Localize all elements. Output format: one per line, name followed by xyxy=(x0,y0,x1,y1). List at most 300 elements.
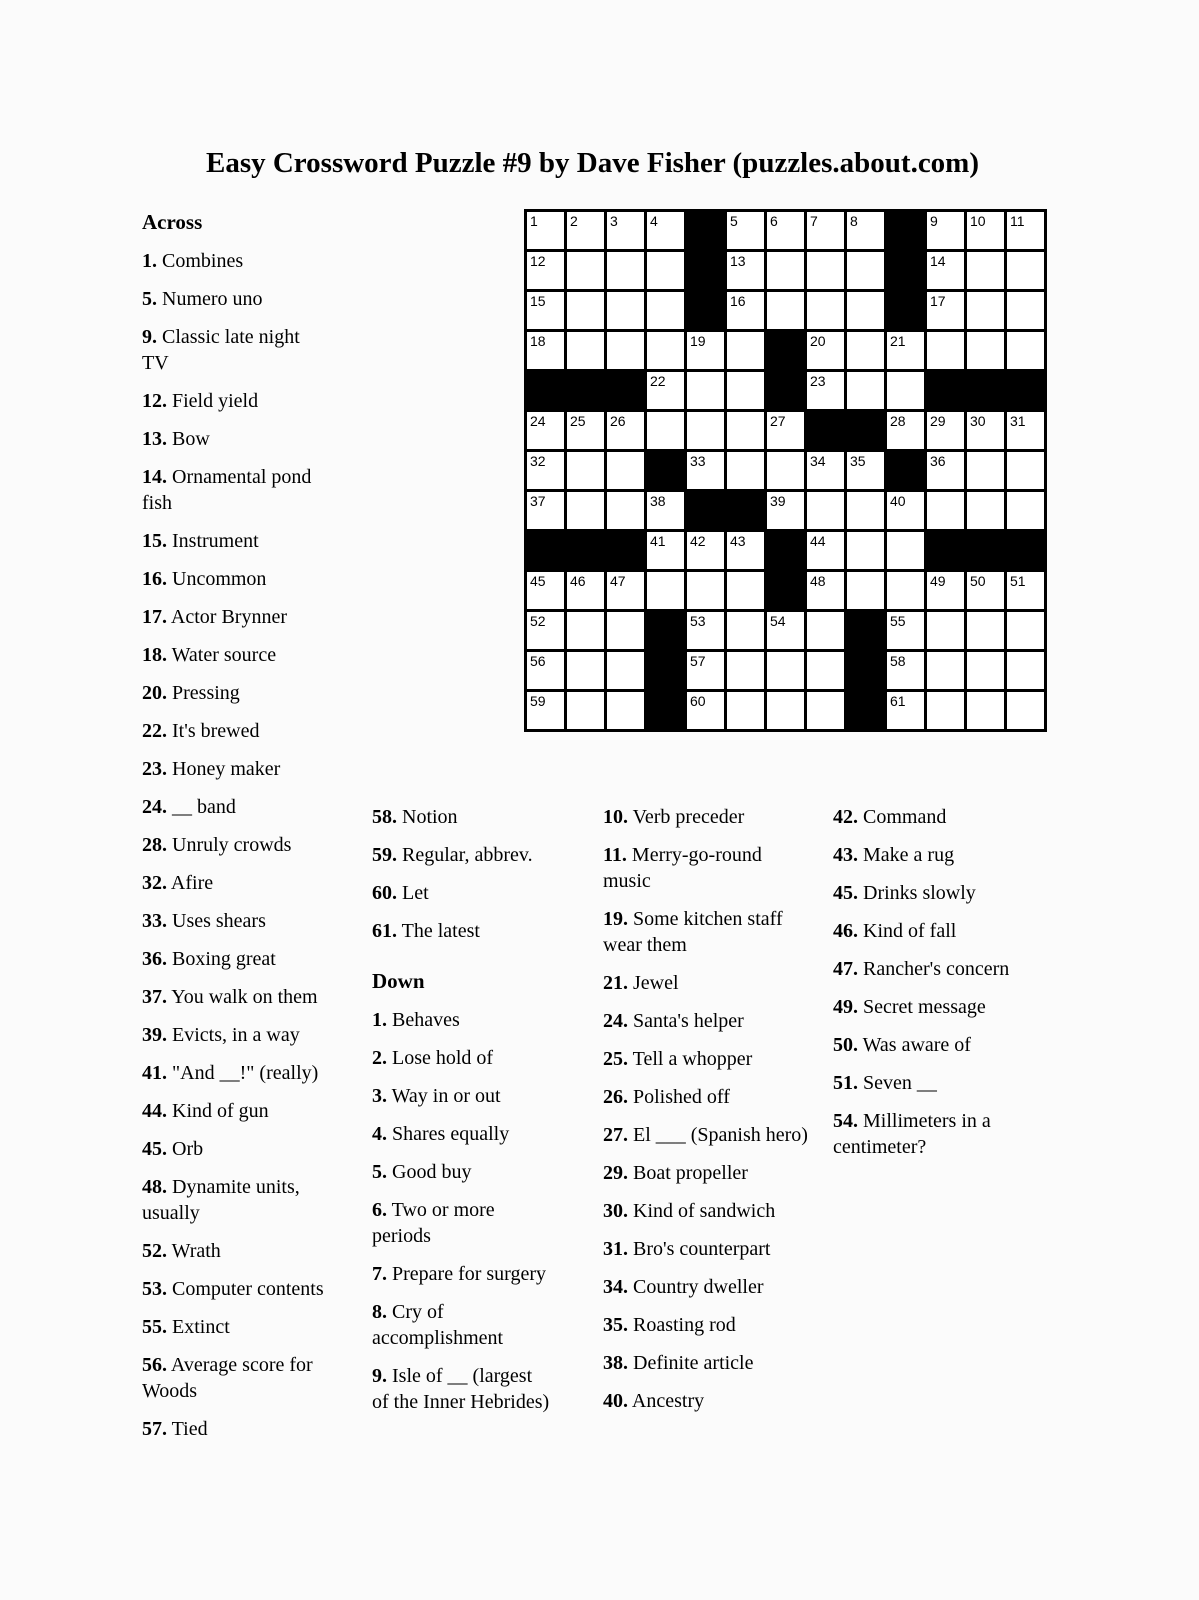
grid-cell-r2c6[interactable] xyxy=(726,251,766,291)
grid-cell-r8c8[interactable] xyxy=(806,491,846,531)
grid-cell-r8c10[interactable] xyxy=(886,491,926,531)
grid-cell-r1c11[interactable] xyxy=(926,211,966,251)
clue-column-2 xyxy=(372,804,552,1427)
grid-cell-number: 25 xyxy=(570,413,586,429)
clue-text: Roasting rod xyxy=(633,1314,736,1336)
clue-text: Was aware of xyxy=(862,1034,971,1056)
grid-cell-r5c9[interactable] xyxy=(846,371,886,411)
grid-cell-r1c4[interactable] xyxy=(646,211,686,251)
grid-cell-r10c5[interactable] xyxy=(686,571,726,611)
clue-number: 29. xyxy=(603,1162,628,1184)
grid-cell-number: 58 xyxy=(890,653,906,669)
grid-cell-r2c3[interactable] xyxy=(606,251,646,291)
grid-row xyxy=(526,211,1046,251)
grid-cell-r12c6[interactable] xyxy=(726,651,766,691)
grid-cell-r10c1[interactable] xyxy=(526,571,566,611)
grid-cell-r5c7 xyxy=(766,371,806,411)
grid-row xyxy=(526,291,1046,331)
clue-number: 13. xyxy=(142,428,167,450)
grid-cell-r4c7 xyxy=(766,331,806,371)
clue-number: 48. xyxy=(142,1176,167,1198)
clue-down-42 xyxy=(833,804,1028,830)
grid-cell-r11c10[interactable] xyxy=(886,611,926,651)
clue-number: 60. xyxy=(372,882,397,904)
grid-cell-number: 23 xyxy=(810,373,826,389)
grid-cell-r11c5[interactable] xyxy=(686,611,726,651)
clue-across-5 xyxy=(142,286,329,312)
clue-across-61 xyxy=(372,918,552,944)
grid-cell-r3c13[interactable] xyxy=(1006,291,1046,331)
grid-cell-r12c10[interactable] xyxy=(886,651,926,691)
grid-cell-r2c9[interactable] xyxy=(846,251,886,291)
clue-number: 4. xyxy=(372,1123,387,1145)
clue-number: 3. xyxy=(372,1085,387,1107)
grid-cell-number: 20 xyxy=(810,333,826,349)
grid-cell-r13c7[interactable] xyxy=(766,691,806,731)
clue-across-17 xyxy=(142,604,329,630)
grid-cell-r10c4[interactable] xyxy=(646,571,686,611)
grid-cell-number: 24 xyxy=(530,413,546,429)
grid-cell-r5c13 xyxy=(1006,371,1046,411)
clue-down-8 xyxy=(372,1299,552,1351)
grid-cell-r7c7[interactable] xyxy=(766,451,806,491)
grid-cell-r10c9[interactable] xyxy=(846,571,886,611)
down-clue-list-end xyxy=(833,804,1028,1160)
clue-text: Cry of accomplishment xyxy=(372,1301,504,1349)
grid-row xyxy=(526,451,1046,491)
grid-row xyxy=(526,611,1046,651)
clue-number: 26. xyxy=(603,1086,628,1108)
grid-cell-r3c9[interactable] xyxy=(846,291,886,331)
grid-cell-r5c5[interactable] xyxy=(686,371,726,411)
grid-cell-r4c12[interactable] xyxy=(966,331,1006,371)
grid-cell-number: 15 xyxy=(530,293,546,309)
clue-number: 37. xyxy=(142,986,167,1008)
grid-cell-r8c11[interactable] xyxy=(926,491,966,531)
grid-cell-r7c9[interactable] xyxy=(846,451,886,491)
clue-text: El ___ (Spanish hero) xyxy=(633,1124,808,1146)
grid-cell-r7c6[interactable] xyxy=(726,451,766,491)
grid-cell-r7c2[interactable] xyxy=(566,451,606,491)
grid-cell-r12c13[interactable] xyxy=(1006,651,1046,691)
clue-across-14 xyxy=(142,464,329,516)
clue-number: 18. xyxy=(142,644,167,666)
clue-across-33 xyxy=(142,908,329,934)
clue-text: Secret message xyxy=(863,996,986,1018)
grid-cell-number: 45 xyxy=(530,573,546,589)
clue-down-5 xyxy=(372,1159,552,1185)
grid-cell-r12c12[interactable] xyxy=(966,651,1006,691)
grid-cell-r3c2[interactable] xyxy=(566,291,606,331)
grid-cell-number: 17 xyxy=(930,293,946,309)
clue-across-28 xyxy=(142,832,329,858)
grid-cell-r6c1[interactable] xyxy=(526,411,566,451)
clue-text: "And __!" (really) xyxy=(172,1062,319,1084)
clue-text: Computer contents xyxy=(172,1278,324,1300)
clue-text: Make a rug xyxy=(863,844,955,866)
grid-cell-number: 39 xyxy=(770,493,786,509)
grid-cell-r6c11[interactable] xyxy=(926,411,966,451)
grid-cell-number: 14 xyxy=(930,253,946,269)
grid-cell-r11c12[interactable] xyxy=(966,611,1006,651)
grid-cell-r3c10 xyxy=(886,291,926,331)
clue-down-9 xyxy=(372,1363,552,1415)
grid-cell-r8c1[interactable] xyxy=(526,491,566,531)
down-heading: Down xyxy=(372,969,425,993)
clue-number: 47. xyxy=(833,958,858,980)
grid-cell-r4c8[interactable] xyxy=(806,331,846,371)
grid-cell-r4c3[interactable] xyxy=(606,331,646,371)
grid-cell-r10c3[interactable] xyxy=(606,571,646,611)
clue-down-25 xyxy=(603,1046,808,1072)
grid-cell-r5c6[interactable] xyxy=(726,371,766,411)
clue-number: 50. xyxy=(833,1034,858,1056)
grid-cell-r1c7[interactable] xyxy=(766,211,806,251)
grid-cell-r9c9[interactable] xyxy=(846,531,886,571)
grid-cell-r13c13[interactable] xyxy=(1006,691,1046,731)
across-clue-list xyxy=(142,248,329,1442)
clue-down-2 xyxy=(372,1045,552,1071)
grid-row xyxy=(526,691,1046,731)
clue-text: Polished off xyxy=(633,1086,730,1108)
clue-text: Two or more periods xyxy=(372,1199,495,1247)
clue-text: Lose hold of xyxy=(392,1047,494,1069)
grid-cell-r13c9 xyxy=(846,691,886,731)
across-heading: Across xyxy=(142,210,203,234)
grid-cell-r9c1 xyxy=(526,531,566,571)
clue-text: Notion xyxy=(402,806,458,828)
grid-cell-r8c7[interactable] xyxy=(766,491,806,531)
grid-cell-r8c2[interactable] xyxy=(566,491,606,531)
clue-number: 24. xyxy=(142,796,167,818)
clue-text: Classic late night TV xyxy=(142,326,300,374)
grid-cell-r1c12[interactable] xyxy=(966,211,1006,251)
clue-text: Tell a whopper xyxy=(632,1048,753,1070)
grid-cell-r3c11[interactable] xyxy=(926,291,966,331)
clue-text: Shares equally xyxy=(392,1123,510,1145)
grid-cell-r6c10[interactable] xyxy=(886,411,926,451)
grid-cell-r4c13[interactable] xyxy=(1006,331,1046,371)
grid-cell-r1c9[interactable] xyxy=(846,211,886,251)
clue-across-52 xyxy=(142,1238,329,1264)
grid-cell-r7c12[interactable] xyxy=(966,451,1006,491)
grid-cell-r9c4[interactable] xyxy=(646,531,686,571)
grid-cell-r3c8[interactable] xyxy=(806,291,846,331)
clue-text: Millimeters in a centimeter? xyxy=(833,1110,991,1158)
grid-cell-r6c2[interactable] xyxy=(566,411,606,451)
grid-cell-number: 57 xyxy=(690,653,706,669)
grid-cell-r12c5[interactable] xyxy=(686,651,726,691)
grid-cell-number: 40 xyxy=(890,493,906,509)
clue-down-34 xyxy=(603,1274,808,1300)
clue-number: 36. xyxy=(142,948,167,970)
grid-cell-number: 55 xyxy=(890,613,906,629)
grid-cell-r1c8[interactable] xyxy=(806,211,846,251)
grid-cell-r8c9[interactable] xyxy=(846,491,886,531)
grid-cell-number: 28 xyxy=(890,413,906,429)
clue-down-40 xyxy=(603,1388,808,1414)
grid-cell-number: 37 xyxy=(530,493,546,509)
grid-cell-r4c4[interactable] xyxy=(646,331,686,371)
grid-cell-r9c5[interactable] xyxy=(686,531,726,571)
clue-number: 32. xyxy=(142,872,167,894)
grid-cell-r6c5[interactable] xyxy=(686,411,726,451)
clue-number: 1. xyxy=(372,1009,387,1031)
grid-cell-r4c1[interactable] xyxy=(526,331,566,371)
grid-cell-r9c2 xyxy=(566,531,606,571)
clue-number: 34. xyxy=(603,1276,628,1298)
grid-cell-r9c6[interactable] xyxy=(726,531,766,571)
clue-down-1 xyxy=(372,1007,552,1033)
grid-cell-r6c7[interactable] xyxy=(766,411,806,451)
clue-number: 27. xyxy=(603,1124,628,1146)
grid-cell-r2c12[interactable] xyxy=(966,251,1006,291)
grid-cell-r8c3[interactable] xyxy=(606,491,646,531)
grid-cell-r10c10[interactable] xyxy=(886,571,926,611)
grid-cell-number: 3 xyxy=(610,213,618,229)
clue-number: 17. xyxy=(142,606,167,628)
grid-cell-r12c3[interactable] xyxy=(606,651,646,691)
clue-text: Combines xyxy=(162,250,244,272)
grid-row xyxy=(526,651,1046,691)
clue-text: Ornamental pond fish xyxy=(142,466,312,514)
clue-down-10 xyxy=(603,804,808,830)
grid-cell-r13c2[interactable] xyxy=(566,691,606,731)
clue-text: Pressing xyxy=(172,682,240,704)
clue-down-49 xyxy=(833,994,1028,1020)
grid-cell-number: 21 xyxy=(890,333,906,349)
grid-cell-r12c4 xyxy=(646,651,686,691)
clue-across-39 xyxy=(142,1022,329,1048)
grid-cell-r7c8[interactable] xyxy=(806,451,846,491)
clue-down-46 xyxy=(833,918,1028,944)
clue-across-18 xyxy=(142,642,329,668)
grid-cell-r2c5 xyxy=(686,251,726,291)
clue-number: 55. xyxy=(142,1316,167,1338)
grid-row xyxy=(526,411,1046,451)
grid-cell-r1c2[interactable] xyxy=(566,211,606,251)
clue-text: Rancher's concern xyxy=(863,958,1010,980)
clue-text: Boat propeller xyxy=(633,1162,748,1184)
grid-cell-r9c8[interactable] xyxy=(806,531,846,571)
grid-cell-r3c7[interactable] xyxy=(766,291,806,331)
grid-cell-r11c8[interactable] xyxy=(806,611,846,651)
clue-text: Numero uno xyxy=(162,288,263,310)
grid-cell-r8c12[interactable] xyxy=(966,491,1006,531)
grid-cell-r11c7[interactable] xyxy=(766,611,806,651)
grid-cell-r6c3[interactable] xyxy=(606,411,646,451)
grid-cell-r12c7[interactable] xyxy=(766,651,806,691)
grid-cell-r6c4[interactable] xyxy=(646,411,686,451)
grid-row xyxy=(526,371,1046,411)
grid-cell-r12c2[interactable] xyxy=(566,651,606,691)
grid-cell-r10c11[interactable] xyxy=(926,571,966,611)
grid-cell-r2c13[interactable] xyxy=(1006,251,1046,291)
clue-text: Some kitchen staff wear them xyxy=(603,908,783,956)
clue-number: 23. xyxy=(142,758,167,780)
grid-cell-r11c1[interactable] xyxy=(526,611,566,651)
clue-across-16 xyxy=(142,566,329,592)
grid-cell-r2c1[interactable] xyxy=(526,251,566,291)
clue-down-43 xyxy=(833,842,1028,868)
grid-cell-r11c11[interactable] xyxy=(926,611,966,651)
grid-cell-r1c10 xyxy=(886,211,926,251)
grid-cell-number: 19 xyxy=(690,333,706,349)
clue-text: Uncommon xyxy=(172,568,267,590)
grid-cell-r10c2[interactable] xyxy=(566,571,606,611)
clue-number: 33. xyxy=(142,910,167,932)
grid-cell-r2c2[interactable] xyxy=(566,251,606,291)
clue-number: 58. xyxy=(372,806,397,828)
grid-cell-r4c10[interactable] xyxy=(886,331,926,371)
clue-column-1 xyxy=(142,209,329,1454)
grid-cell-r1c6[interactable] xyxy=(726,211,766,251)
grid-cell-r2c7[interactable] xyxy=(766,251,806,291)
grid-cell-number: 47 xyxy=(610,573,626,589)
grid-cell-r2c8[interactable] xyxy=(806,251,846,291)
grid-cell-r13c4 xyxy=(646,691,686,731)
clue-number: 28. xyxy=(142,834,167,856)
grid-cell-r7c13[interactable] xyxy=(1006,451,1046,491)
clue-text: Bow xyxy=(172,428,210,450)
grid-cell-r6c8 xyxy=(806,411,846,451)
grid-row xyxy=(526,571,1046,611)
grid-cell-r7c11[interactable] xyxy=(926,451,966,491)
grid-cell-r8c4[interactable] xyxy=(646,491,686,531)
grid-cell-r3c6[interactable] xyxy=(726,291,766,331)
grid-cell-r12c1[interactable] xyxy=(526,651,566,691)
grid-cell-r8c6 xyxy=(726,491,766,531)
clue-text: Regular, abbrev. xyxy=(402,844,533,866)
grid-cell-r13c6[interactable] xyxy=(726,691,766,731)
grid-cell-r5c4[interactable] xyxy=(646,371,686,411)
clue-down-54 xyxy=(833,1108,1028,1160)
grid-cell-r7c3[interactable] xyxy=(606,451,646,491)
grid-row xyxy=(526,491,1046,531)
clue-number: 53. xyxy=(142,1278,167,1300)
grid-cell-r12c8[interactable] xyxy=(806,651,846,691)
clue-text: Seven __ xyxy=(863,1072,937,1094)
clue-number: 11. xyxy=(603,844,627,866)
clue-text: Tied xyxy=(171,1418,208,1440)
clue-text: Good buy xyxy=(392,1161,472,1183)
grid-cell-number: 16 xyxy=(730,293,746,309)
clue-number: 61. xyxy=(372,920,397,942)
grid-cell-r11c2[interactable] xyxy=(566,611,606,651)
grid-cell-r13c8[interactable] xyxy=(806,691,846,731)
grid-cell-number: 10 xyxy=(970,213,986,229)
grid-cell-r4c2[interactable] xyxy=(566,331,606,371)
grid-cell-r3c3[interactable] xyxy=(606,291,646,331)
grid-cell-r7c5[interactable] xyxy=(686,451,726,491)
clue-number: 49. xyxy=(833,996,858,1018)
grid-cell-r3c12[interactable] xyxy=(966,291,1006,331)
clue-across-36 xyxy=(142,946,329,972)
grid-cell-r8c13[interactable] xyxy=(1006,491,1046,531)
grid-cell-r13c10[interactable] xyxy=(886,691,926,731)
grid-cell-r4c5[interactable] xyxy=(686,331,726,371)
grid-cell-r9c12 xyxy=(966,531,1006,571)
grid-cell-r13c12[interactable] xyxy=(966,691,1006,731)
clue-number: 41. xyxy=(142,1062,167,1084)
grid-cell-r6c12[interactable] xyxy=(966,411,1006,451)
grid-cell-r4c11[interactable] xyxy=(926,331,966,371)
clue-number: 40. xyxy=(603,1390,628,1412)
grid-cell-r10c8[interactable] xyxy=(806,571,846,611)
clue-down-4 xyxy=(372,1121,552,1147)
grid-cell-number: 22 xyxy=(650,373,666,389)
grid-cell-r4c6[interactable] xyxy=(726,331,766,371)
grid-cell-r13c1[interactable] xyxy=(526,691,566,731)
clue-number: 21. xyxy=(603,972,628,994)
clue-number: 51. xyxy=(833,1072,858,1094)
grid-cell-r13c3[interactable] xyxy=(606,691,646,731)
grid-cell-r9c10[interactable] xyxy=(886,531,926,571)
clue-across-23 xyxy=(142,756,329,782)
grid-cell-r2c10 xyxy=(886,251,926,291)
grid-cell-r1c3[interactable] xyxy=(606,211,646,251)
grid-cell-number: 49 xyxy=(930,573,946,589)
grid-cell-r7c1[interactable] xyxy=(526,451,566,491)
grid-cell-r6c13[interactable] xyxy=(1006,411,1046,451)
clue-number: 52. xyxy=(142,1240,167,1262)
clue-number: 1. xyxy=(142,250,157,272)
clue-number: 9. xyxy=(372,1365,387,1387)
clue-text: Santa's helper xyxy=(633,1010,744,1032)
grid-cell-r3c4[interactable] xyxy=(646,291,686,331)
grid-cell-r12c11[interactable] xyxy=(926,651,966,691)
grid-cell-r10c6[interactable] xyxy=(726,571,766,611)
clue-text: __ band xyxy=(172,796,236,818)
grid-cell-r5c10[interactable] xyxy=(886,371,926,411)
grid-cell-r11c6[interactable] xyxy=(726,611,766,651)
grid-cell-r9c13 xyxy=(1006,531,1046,571)
grid-cell-number: 56 xyxy=(530,653,546,669)
clue-text: Water source xyxy=(171,644,277,666)
clue-text: Way in or out xyxy=(391,1085,501,1107)
clue-number: 10. xyxy=(603,806,628,828)
grid-cell-r4c9[interactable] xyxy=(846,331,886,371)
grid-cell-r2c11[interactable] xyxy=(926,251,966,291)
grid-cell-r3c1[interactable] xyxy=(526,291,566,331)
grid-cell-r10c13[interactable] xyxy=(1006,571,1046,611)
grid-cell-r6c6[interactable] xyxy=(726,411,766,451)
clue-number: 45. xyxy=(142,1138,167,1160)
grid-cell-number: 31 xyxy=(1010,413,1026,429)
grid-cell-number: 7 xyxy=(810,213,818,229)
clue-text: Honey maker xyxy=(172,758,281,780)
grid-cell-number: 52 xyxy=(530,613,546,629)
clue-across-57 xyxy=(142,1416,329,1442)
grid-cell-r5c2 xyxy=(566,371,606,411)
grid-cell-r1c1[interactable] xyxy=(526,211,566,251)
grid-cell-r2c4[interactable] xyxy=(646,251,686,291)
grid-cell-r10c12[interactable] xyxy=(966,571,1006,611)
grid-cell-r1c13[interactable] xyxy=(1006,211,1046,251)
grid-cell-r5c8[interactable] xyxy=(806,371,846,411)
clue-text: Instrument xyxy=(172,530,259,552)
grid-cell-r11c4 xyxy=(646,611,686,651)
clue-down-51 xyxy=(833,1070,1028,1096)
grid-cell-r11c13[interactable] xyxy=(1006,611,1046,651)
clue-number: 22. xyxy=(142,720,167,742)
clue-text: Prepare for surgery xyxy=(392,1263,547,1285)
grid-cell-r11c3[interactable] xyxy=(606,611,646,651)
grid-cell-r13c5[interactable] xyxy=(686,691,726,731)
grid-cell-number: 34 xyxy=(810,453,826,469)
grid-cell-r13c11[interactable] xyxy=(926,691,966,731)
grid-cell-r11c9 xyxy=(846,611,886,651)
